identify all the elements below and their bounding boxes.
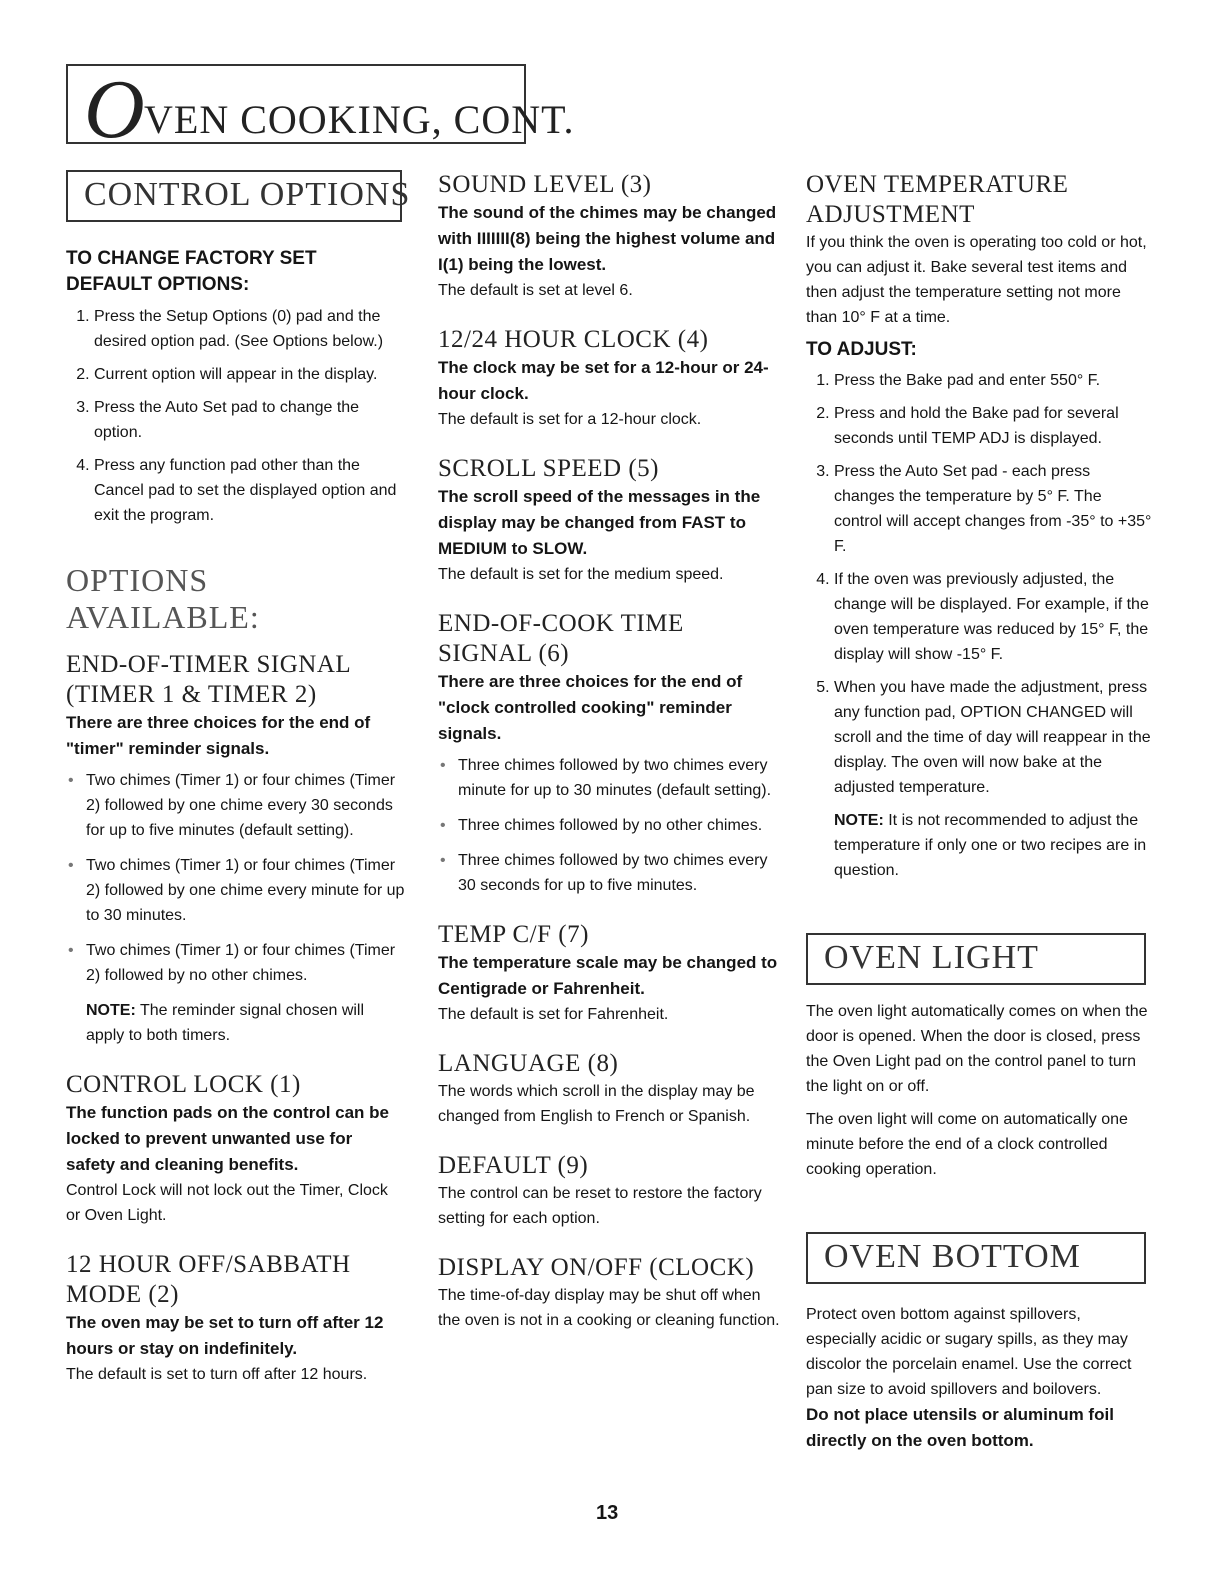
oven-bottom-warning: Do not place utensils or aluminum foil directly on the oven bottom. xyxy=(806,1405,1114,1450)
temp-cf-heading: TEMP C/F (7) xyxy=(438,921,589,948)
oven-light-p1: The oven light automatically comes on when the door is opened. When the door is closed, press the Oven Light pad on the control panel to turn the light on or off. xyxy=(806,1003,1148,1095)
control-options-heading: CONTROL OPTIONS xyxy=(66,170,402,222)
sound-level-lead: The sound of the chimes may be changed with IIIIIII(8) being the highest volume and I(1) being the lowest. xyxy=(438,203,777,274)
end-of-timer-list xyxy=(66,768,406,988)
list-item: • Two chimes (Timer 1) or four chimes (Timer 2) followed by one chime every 30 seconds for up to five minutes (default setting). xyxy=(86,768,406,843)
list-item: • Two chimes (Timer 1) or four chimes (Timer 2) followed by no other chimes. xyxy=(86,938,406,988)
control-lock-lead: The function pads on the control can be locked to prevent unwanted use for safety and cleaning benefits. xyxy=(66,1103,390,1174)
change-steps-list xyxy=(66,304,406,528)
sabbath-mode-body: The default is set to turn off after 12 hours. xyxy=(66,1366,368,1383)
list-item: 4. Press any function pad other than the Cancel pad to set the displayed option and exit the program. xyxy=(94,453,406,528)
end-of-cook-list xyxy=(438,753,783,898)
clock-body: The default is set for a 12-hour clock. xyxy=(438,411,702,428)
column-3 xyxy=(806,170,1154,1454)
end-of-cook-lead: There are three choices for the end of "clock controlled cooking" reminder signals. xyxy=(438,672,743,743)
oven-light-heading: OVEN LIGHT xyxy=(806,933,1146,985)
list-item: 3. Press the Auto Set pad to change the option. xyxy=(94,395,406,445)
list-item: 2. Press and hold the Bake pad for several seconds until TEMP ADJ is displayed. xyxy=(834,401,1154,451)
oven-bottom-body: Protect oven bottom against spillovers, especially acidic or sugary spills, as they may discolor the porcelain enamel. Use the correct pan size to avoid spillovers and boilovers. xyxy=(806,1306,1132,1398)
list-item: 1. Press the Bake pad and enter 550° F. xyxy=(834,368,1154,393)
list-item: • Three chimes followed by no other chimes. xyxy=(458,813,783,838)
language-heading: LANGUAGE (8) xyxy=(438,1050,619,1077)
options-available-heading: OPTIONS AVAILABLE: xyxy=(66,562,260,635)
list-item: 4. If the oven was previously adjusted, the change will be displayed. For example, if the oven temperature was reduced by 15° F, the display will show -15° F. xyxy=(834,567,1154,667)
list-item: 2. Current option will appear in the display. xyxy=(94,362,406,387)
control-lock-body: Control Lock will not lock out the Timer, Clock or Oven Light. xyxy=(66,1182,388,1224)
note-label: NOTE: xyxy=(834,812,884,829)
scroll-speed-lead: The scroll speed of the messages in the display may be changed from FAST to MEDIUM to SLOW. xyxy=(438,487,761,558)
list-item: • Three chimes followed by two chimes every 30 seconds for up to five minutes. xyxy=(458,848,783,898)
page-title-box xyxy=(66,63,575,156)
oven-bottom-heading: OVEN BOTTOM xyxy=(806,1232,1146,1284)
display-onoff-heading: DISPLAY ON/OFF (CLOCK) xyxy=(438,1254,755,1281)
scroll-speed-body: The default is set for the medium speed. xyxy=(438,566,724,583)
default-body: The control can be reset to restore the factory setting for each option. xyxy=(438,1185,762,1227)
oven-light-p2: The oven light will come on automatically one minute before the end of a clock controlled cooking operation. xyxy=(806,1111,1128,1178)
display-onoff-body: The time-of-day display may be shut off when the oven is not in a cooking or cleaning function. xyxy=(438,1287,780,1329)
column-1 xyxy=(66,170,411,1387)
page-number: 13 xyxy=(596,1502,619,1524)
adjust-note xyxy=(806,808,1154,883)
sound-level-heading: SOUND LEVEL (3) xyxy=(438,171,652,198)
scroll-speed-heading: SCROLL SPEED (5) xyxy=(438,455,659,482)
page-title: VEN COOKING, CONT. xyxy=(144,97,575,142)
note-text: The reminder signal chosen will apply to both timers. xyxy=(86,1002,365,1044)
column-2 xyxy=(438,170,783,1333)
note-text: It is not recommended to adjust the temperature if only one or two recipes are in question. xyxy=(834,812,1147,879)
temp-cf-lead: The temperature scale may be changed to Centigrade or Fahrenheit. xyxy=(438,953,778,998)
end-of-timer-heading: END-OF-TIMER SIGNAL (TIMER 1 & TIMER 2) xyxy=(66,651,351,708)
list-item: 5. When you have made the adjustment, press any function pad, OPTION CHANGED will scroll and the time of day will reappear in the display. The oven will now bake at the adjusted temperature. xyxy=(834,675,1154,800)
default-heading: DEFAULT (9) xyxy=(438,1152,589,1179)
clock-lead: The clock may be set for a 12-hour or 24-hour clock. xyxy=(438,358,769,403)
note-label: NOTE: xyxy=(86,1002,136,1019)
sabbath-mode-lead: The oven may be set to turn off after 12 hours or stay on indefinitely. xyxy=(66,1313,384,1358)
sabbath-mode-heading: 12 HOUR OFF/SABBATH MODE (2) xyxy=(66,1251,351,1308)
list-item: 1. Press the Setup Options (0) pad and the desired option pad. (See Options below.) xyxy=(94,304,406,354)
clock-heading: 12/24 HOUR CLOCK (4) xyxy=(438,326,709,353)
to-adjust-heading: TO ADJUST: xyxy=(806,339,917,360)
temp-adjust-body: If you think the oven is operating too cold or hot, you can adjust it. Bake several test items and then adjust the temperature setting not more than 10° F at a time. xyxy=(806,234,1147,326)
list-item: • Two chimes (Timer 1) or four chimes (Timer 2) followed by one chime every minute for up to 30 minutes. xyxy=(86,853,406,928)
temp-cf-body: The default is set for Fahrenheit. xyxy=(438,1006,669,1023)
sound-level-body: The default is set at level 6. xyxy=(438,282,633,299)
control-lock-heading: CONTROL LOCK (1) xyxy=(66,1071,301,1098)
end-of-timer-lead: There are three choices for the end of "timer" reminder signals. xyxy=(66,713,371,758)
end-of-timer-note xyxy=(66,998,406,1048)
title-initial: O xyxy=(84,63,145,156)
temp-adjust-heading: OVEN TEMPERATURE ADJUSTMENT xyxy=(806,171,1069,228)
adjust-steps-list xyxy=(806,368,1154,800)
change-defaults-heading: TO CHANGE FACTORY SET DEFAULT OPTIONS: xyxy=(66,248,317,295)
list-item: 3. Press the Auto Set pad - each press changes the temperature by 5° F. The control will accept changes from -35° to +35° F. xyxy=(834,459,1154,559)
end-of-cook-heading: END-OF-COOK TIME SIGNAL (6) xyxy=(438,610,684,667)
list-item: • Three chimes followed by two chimes every minute for up to 30 minutes (default setting). xyxy=(458,753,783,803)
language-body: The words which scroll in the display may be changed from English to French or Spanish. xyxy=(438,1083,755,1125)
